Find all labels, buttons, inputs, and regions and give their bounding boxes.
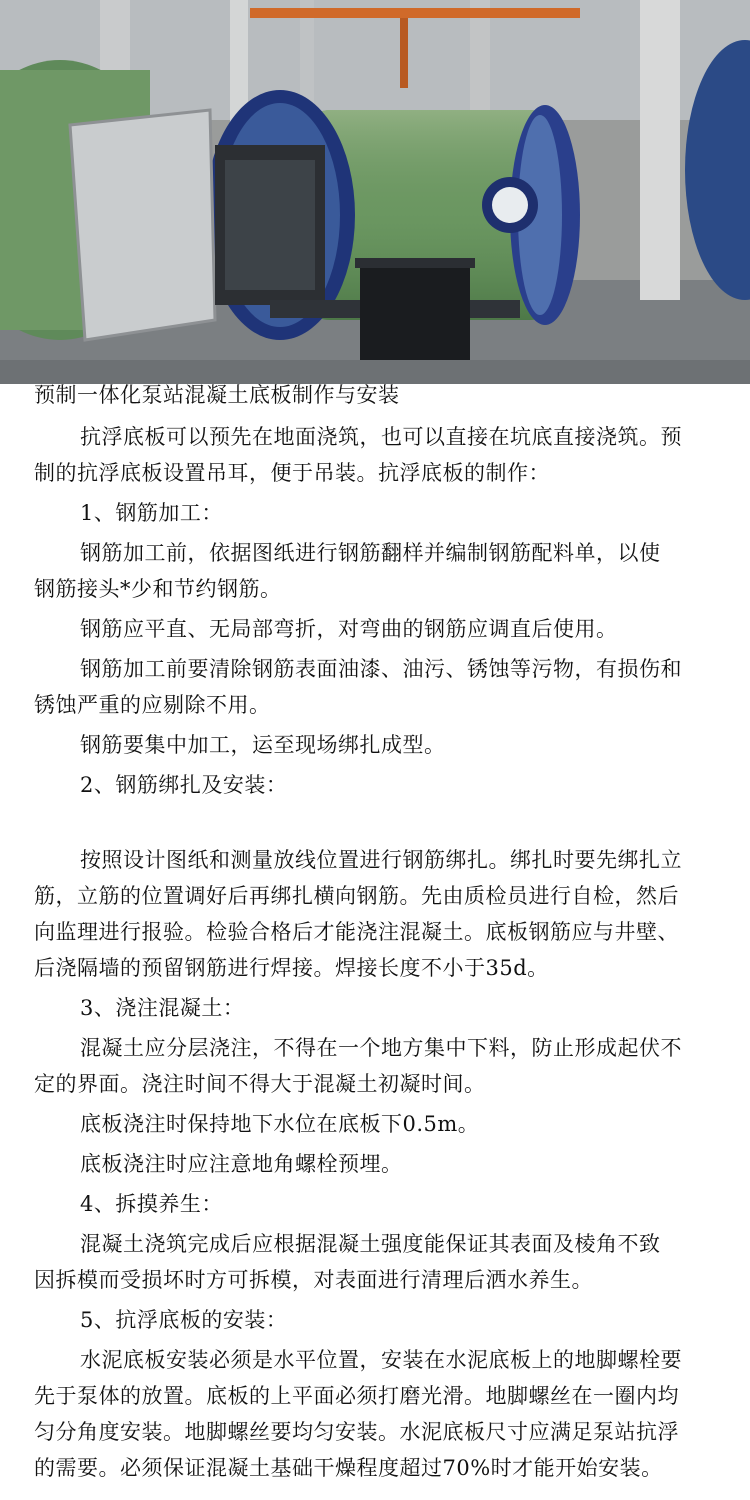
paragraph-line: 向监理进行报验。检验合格后才能浇注混凝土。底板钢筋应与井壁、 [34, 920, 679, 944]
paragraph-line: 制的抗浮底板设置吊耳，便于吊装。抗浮底板的制作： [34, 461, 550, 485]
paragraph-line: 匀分角度安装。地脚螺丝要均匀安装。水泥底板尺寸应满足泵站抗浮 [34, 1420, 679, 1444]
paragraph-line: 的需要。必须保证混凝土基础干燥程度超过70%时才能开始安装。 [34, 1456, 663, 1480]
paragraph-line: 钢筋要集中加工，运至现场绑扎成型。 [80, 733, 446, 757]
paragraph-line: 底板浇注时应注意地角螺栓预埋。 [80, 1152, 403, 1176]
paragraph-line: 锈蚀严重的应剔除不用。 [34, 693, 271, 717]
paragraph-line: 水泥底板安装必须是水平位置，安装在水泥底板上的地脚螺栓要 [80, 1348, 682, 1372]
paragraph-line: 混凝土应分层浇注，不得在一个地方集中下料，防止形成起伏不 [80, 1036, 682, 1060]
section-heading: 1、钢筋加工： [80, 501, 223, 525]
paragraph-line: 定的界面。浇注时间不得大于混凝土初凝时间。 [34, 1072, 486, 1096]
article-title: 预制一体化泵站混凝土底板制作与安装 [34, 383, 400, 407]
paragraph-line: 后浇隔墙的预留钢筋进行焊接。焊接长度不小于35d。 [34, 956, 549, 980]
section-heading: 3、浇注混凝土： [80, 996, 245, 1020]
paragraph-line: 钢筋接头*少和节约钢筋。 [34, 577, 282, 601]
pump-station-tank-photo [0, 0, 750, 384]
paragraph-line: 先于泵体的放置。底板的上平面必须打磨光滑。地脚螺丝在一圈内均 [34, 1384, 679, 1408]
paragraph-line: 底板浇注时保持地下水位在底板下0.5m。 [80, 1112, 480, 1136]
paragraph-line: 筋，立筋的位置调好后再绑扎横向钢筋。先由质检员进行自检，然后 [34, 884, 679, 908]
paragraph-line: 钢筋加工前要清除钢筋表面油漆、油污、锈蚀等污物，有损伤和 [80, 657, 682, 681]
paragraph-line: 因拆模而受损坏时方可拆模，对表面进行清理后洒水养生。 [34, 1268, 593, 1292]
paragraph-line: 抗浮底板可以预先在地面浇筑，也可以直接在坑底直接浇筑。预 [80, 425, 682, 449]
paragraph-line: 钢筋加工前，依据图纸进行钢筋翻样并编制钢筋配料单，以使 [80, 541, 661, 565]
section-heading: 2、钢筋绑扎及安装： [80, 773, 288, 797]
pump-station-photo [0, 0, 750, 384]
paragraph-line: 钢筋应平直、无局部弯折，对弯曲的钢筋应调直后使用。 [80, 617, 618, 641]
paragraph-line: 混凝土浇筑完成后应根据混凝土强度能保证其表面及棱角不致 [80, 1232, 661, 1256]
paragraph-line: 按照设计图纸和测量放线位置进行钢筋绑扎。绑扎时要先绑扎立 [80, 848, 682, 872]
section-heading: 4、拆摸养生： [80, 1192, 223, 1216]
section-heading: 5、抗浮底板的安装： [80, 1308, 288, 1332]
